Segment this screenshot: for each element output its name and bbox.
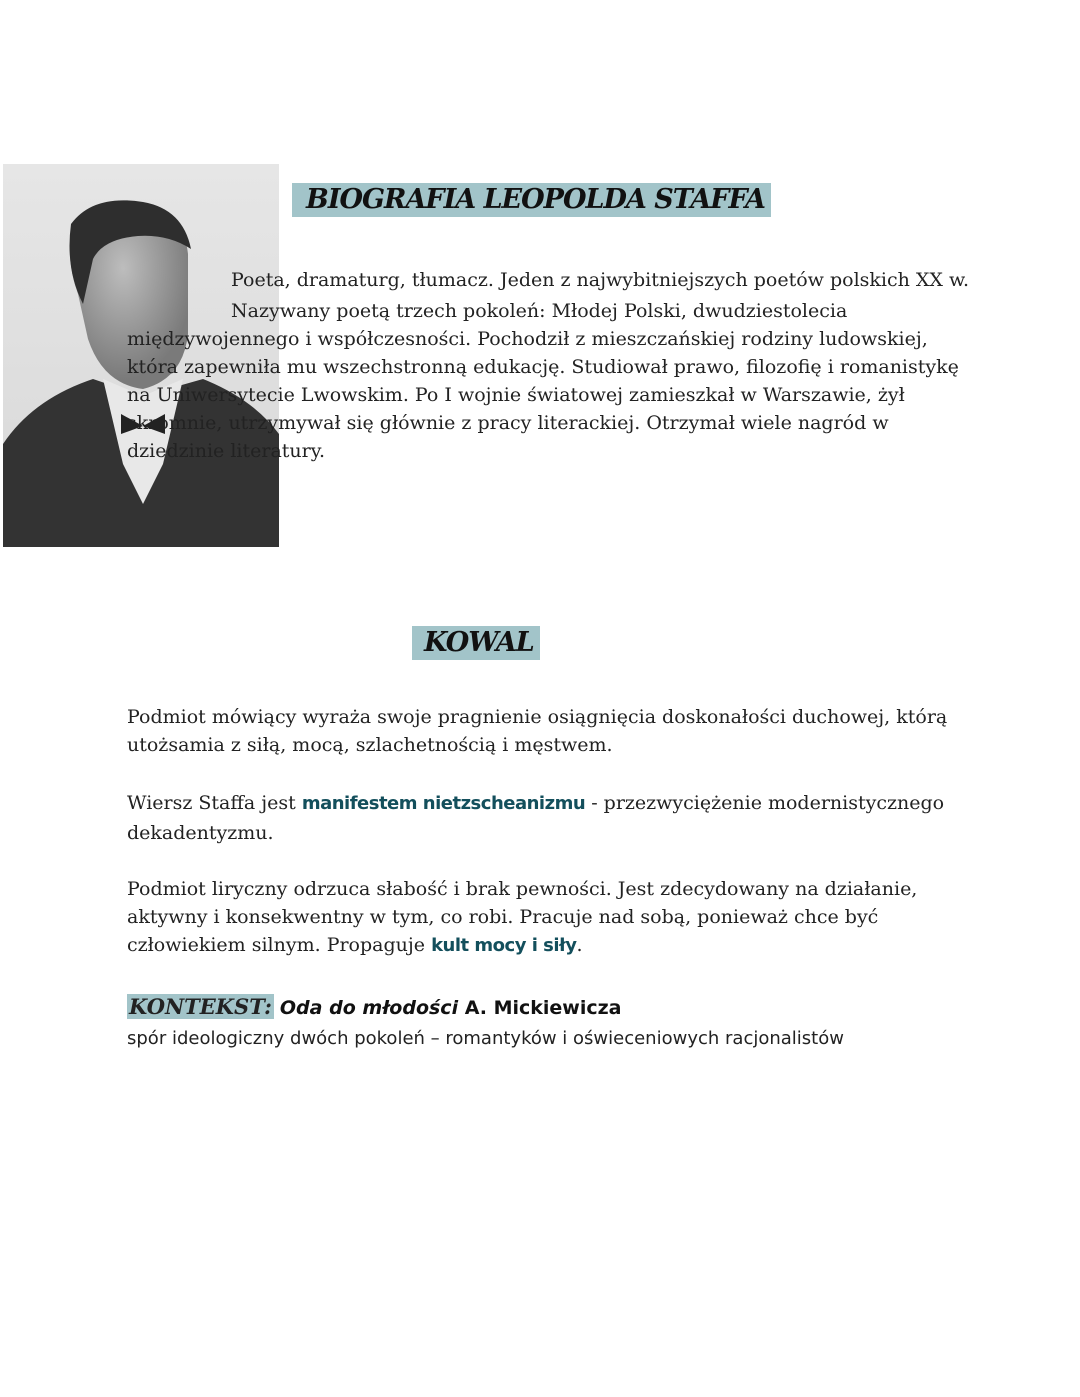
bio-line: skromnie, utrzymywał się głównie z pracy literackiej. Otrzymał wiele nagród w <box>127 412 889 434</box>
text: - przezwyciężenie modernistycznego <box>585 792 945 814</box>
paragraph-line: dekadentyzmu. <box>127 822 274 844</box>
context-author: A. Mickiewicza <box>458 997 622 1019</box>
context-description: spór ideologiczny dwóch pokoleń – romantyków i oświeceniowych racjonalistów <box>127 1028 844 1049</box>
bio-line: Poeta, dramaturg, tłumacz. Jeden z najwybitniejszych poetów polskich XX w. <box>231 269 970 291</box>
paragraph-line: aktywny i konsekwentny w tym, co robi. Pracuje nad sobą, ponieważ chce być <box>127 906 879 928</box>
context-label: KONTEKST: <box>129 994 272 1019</box>
paragraph-line: utożsamia z siłą, mocą, szlachetnością i męstwem. <box>127 734 613 756</box>
bio-line: Nazywany poetą trzech pokoleń: Młodej Polski, dwudziestolecia <box>231 300 848 322</box>
paragraph-line <box>127 931 582 960</box>
kowal-title: KOWAL <box>412 626 540 660</box>
paragraph-line: Podmiot mówiący wyraża swoje pragnienie osiągnięcia doskonałości duchowej, którą <box>127 706 948 728</box>
context-heading <box>127 994 622 1019</box>
text: . <box>576 934 583 956</box>
context-work: Oda do młodości <box>279 997 459 1019</box>
bio-line: dziedzinie literatury. <box>127 440 325 462</box>
text: człowiekiem silnym. Propaguje <box>127 934 432 956</box>
paragraph-line <box>127 789 944 818</box>
highlight-term: manifestem nietzscheanizmu <box>301 793 586 814</box>
bio-line: która zapewniła mu wszechstronną edukację. Studiował prawo, filozofię i romanistykę <box>127 356 959 378</box>
bio-line: na Uniwersytecie Lwowskim. Po I wojnie światowej zamieszkał w Warszawie, żył <box>127 384 905 406</box>
biography-title: BIOGRAFIA LEOPOLDA STAFFA <box>292 183 771 217</box>
paragraph-line: Podmiot liryczny odrzuca słabość i brak pewności. Jest zdecydowany na działanie, <box>127 878 918 900</box>
bio-line: międzywojennego i współczesności. Pochodził z mieszczańskiej rodziny ludowskiej, <box>127 328 928 350</box>
text: Wiersz Staffa jest <box>127 792 302 814</box>
highlight-term: kult mocy i siły <box>431 935 577 956</box>
